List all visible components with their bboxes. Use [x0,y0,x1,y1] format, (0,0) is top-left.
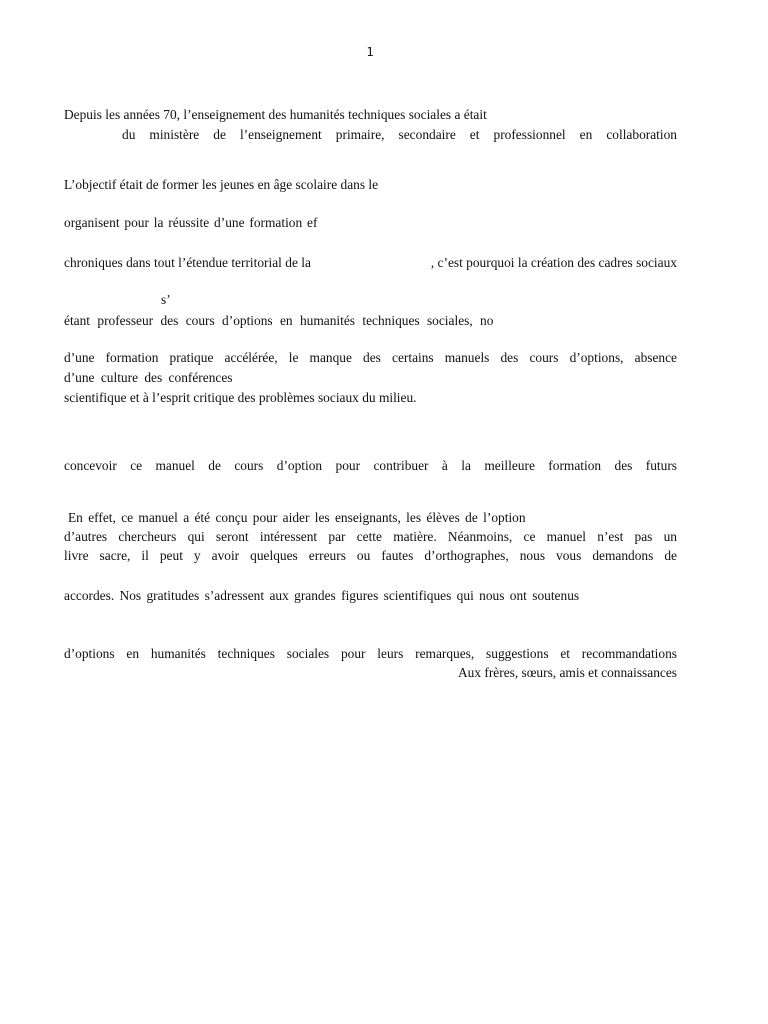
text-line-11: concevoir ce manuel de cours d’option pour contribuer à la meilleure formation des futurs [64,458,677,473]
text-line-2: du ministère de l’enseignement primaire, secondaire et professionnel en collaboration [122,127,677,142]
text-line-8: d’une formation pratique accélérée, le manque des certains manuels des cours d’options, absence [64,350,677,365]
text-line-6: s’ [161,292,171,307]
text-line-12: En effet, ce manuel a été conçu pour aider les enseignants, les élèves de l’option [68,510,526,525]
text-line-5b: , c’est pourquoi la création des cadres sociaux [430,255,677,270]
text-line-9: d’une culture des conférences [64,370,233,385]
page-number: 1 [366,45,374,59]
text-line-5a: chroniques dans tout l’étendue territorial de la [64,255,311,270]
text-line-15: accordes. Nos gratitudes s’adressent aux grandes figures scientifiques qui nous ont soutenus [64,588,580,603]
text-line-3: L’objectif était de former les jeunes en âge scolaire dans le [64,177,379,192]
text-line-7: étant professeur des cours d’options en humanités techniques sociales, no [64,313,494,328]
text-line-1: Depuis les années 70, l’enseignement des humanités techniques sociales a était [64,107,487,122]
text-line-4: organisent pour la réussite d’une formation ef [64,215,318,230]
text-line-13: d’autres chercheurs qui seront intéressent par cette matière. Néanmoins, ce manuel n’est pas un [64,529,677,544]
text-line-17: Aux frères, sœurs, amis et connaissances [457,665,677,680]
text-line-16: d’options en humanités techniques sociales pour leurs remarques, suggestions et recommandations [64,646,677,661]
text-line-10: scientifique et à l’esprit critique des problèmes sociaux du milieu. [64,390,417,405]
text-line-14: livre sacre, il peut y avoir quelques erreurs ou fautes d’orthographes, nous vous demandons de [64,548,677,563]
